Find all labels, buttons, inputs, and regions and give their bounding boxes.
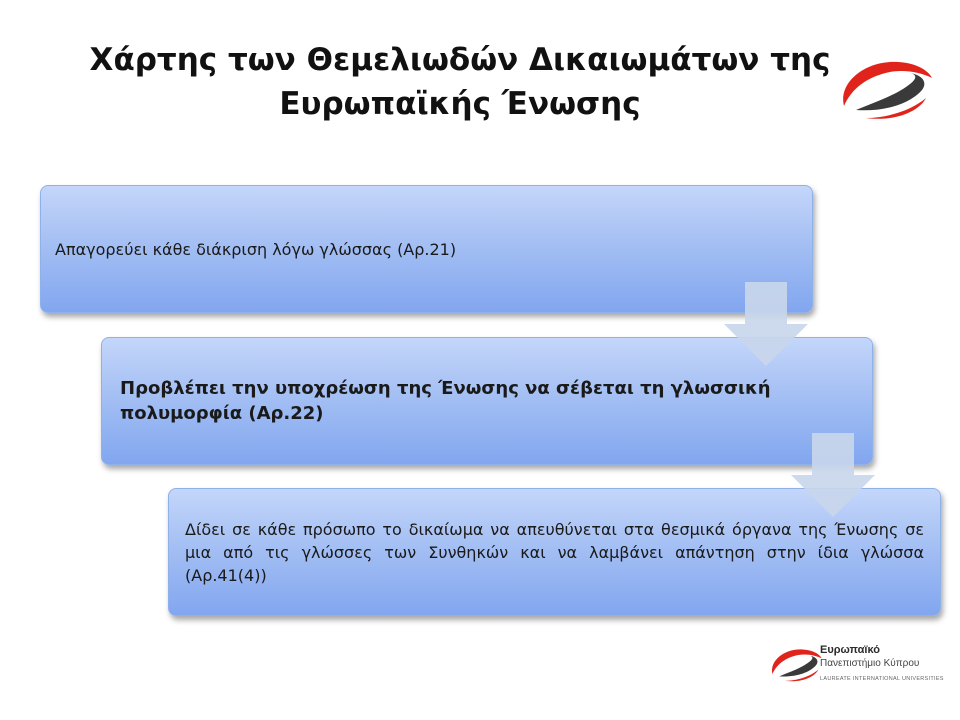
slide-title bbox=[60, 38, 860, 126]
step-3-text: Δίδει σε κάθε πρόσωπο το δικαίωμα να απευθύνεται στα θεσμικά όργανα της Ένωσης σε μια από τις γλώσσες των Συνθηκών και να λαμβάνει απάντηση στην ίδια γλώσσα (Αρ.41(4)) bbox=[185, 519, 924, 585]
down-arrow-icon bbox=[724, 282, 808, 366]
university-logo-icon bbox=[768, 636, 824, 692]
logo-name-line-1: Ευρωπαϊκό bbox=[820, 644, 880, 656]
university-logo-icon bbox=[836, 48, 936, 128]
down-arrow-icon bbox=[791, 433, 875, 517]
title-line-1: Χάρτης των Θεμελιωδών Δικαιωμάτων της bbox=[89, 42, 831, 78]
university-logo bbox=[768, 636, 948, 696]
step-2-text: Προβλέπει την υποχρέωση της Ένωσης να σέβεται τη γλωσσική πολυμορφία (Αρ.22) bbox=[120, 378, 771, 424]
step-1-text: Απαγορεύει κάθε διάκριση λόγω γλώσσας (Αρ.21) bbox=[55, 239, 457, 259]
step-box-1 bbox=[40, 185, 813, 313]
title-line-2: Ευρωπαϊκής Ένωσης bbox=[279, 86, 641, 122]
logo-name-line-2: Πανεπιστήμιο Κύπρου bbox=[820, 658, 920, 669]
logo-tagline: LAUREATE INTERNATIONAL UNIVERSITIES bbox=[820, 676, 944, 682]
